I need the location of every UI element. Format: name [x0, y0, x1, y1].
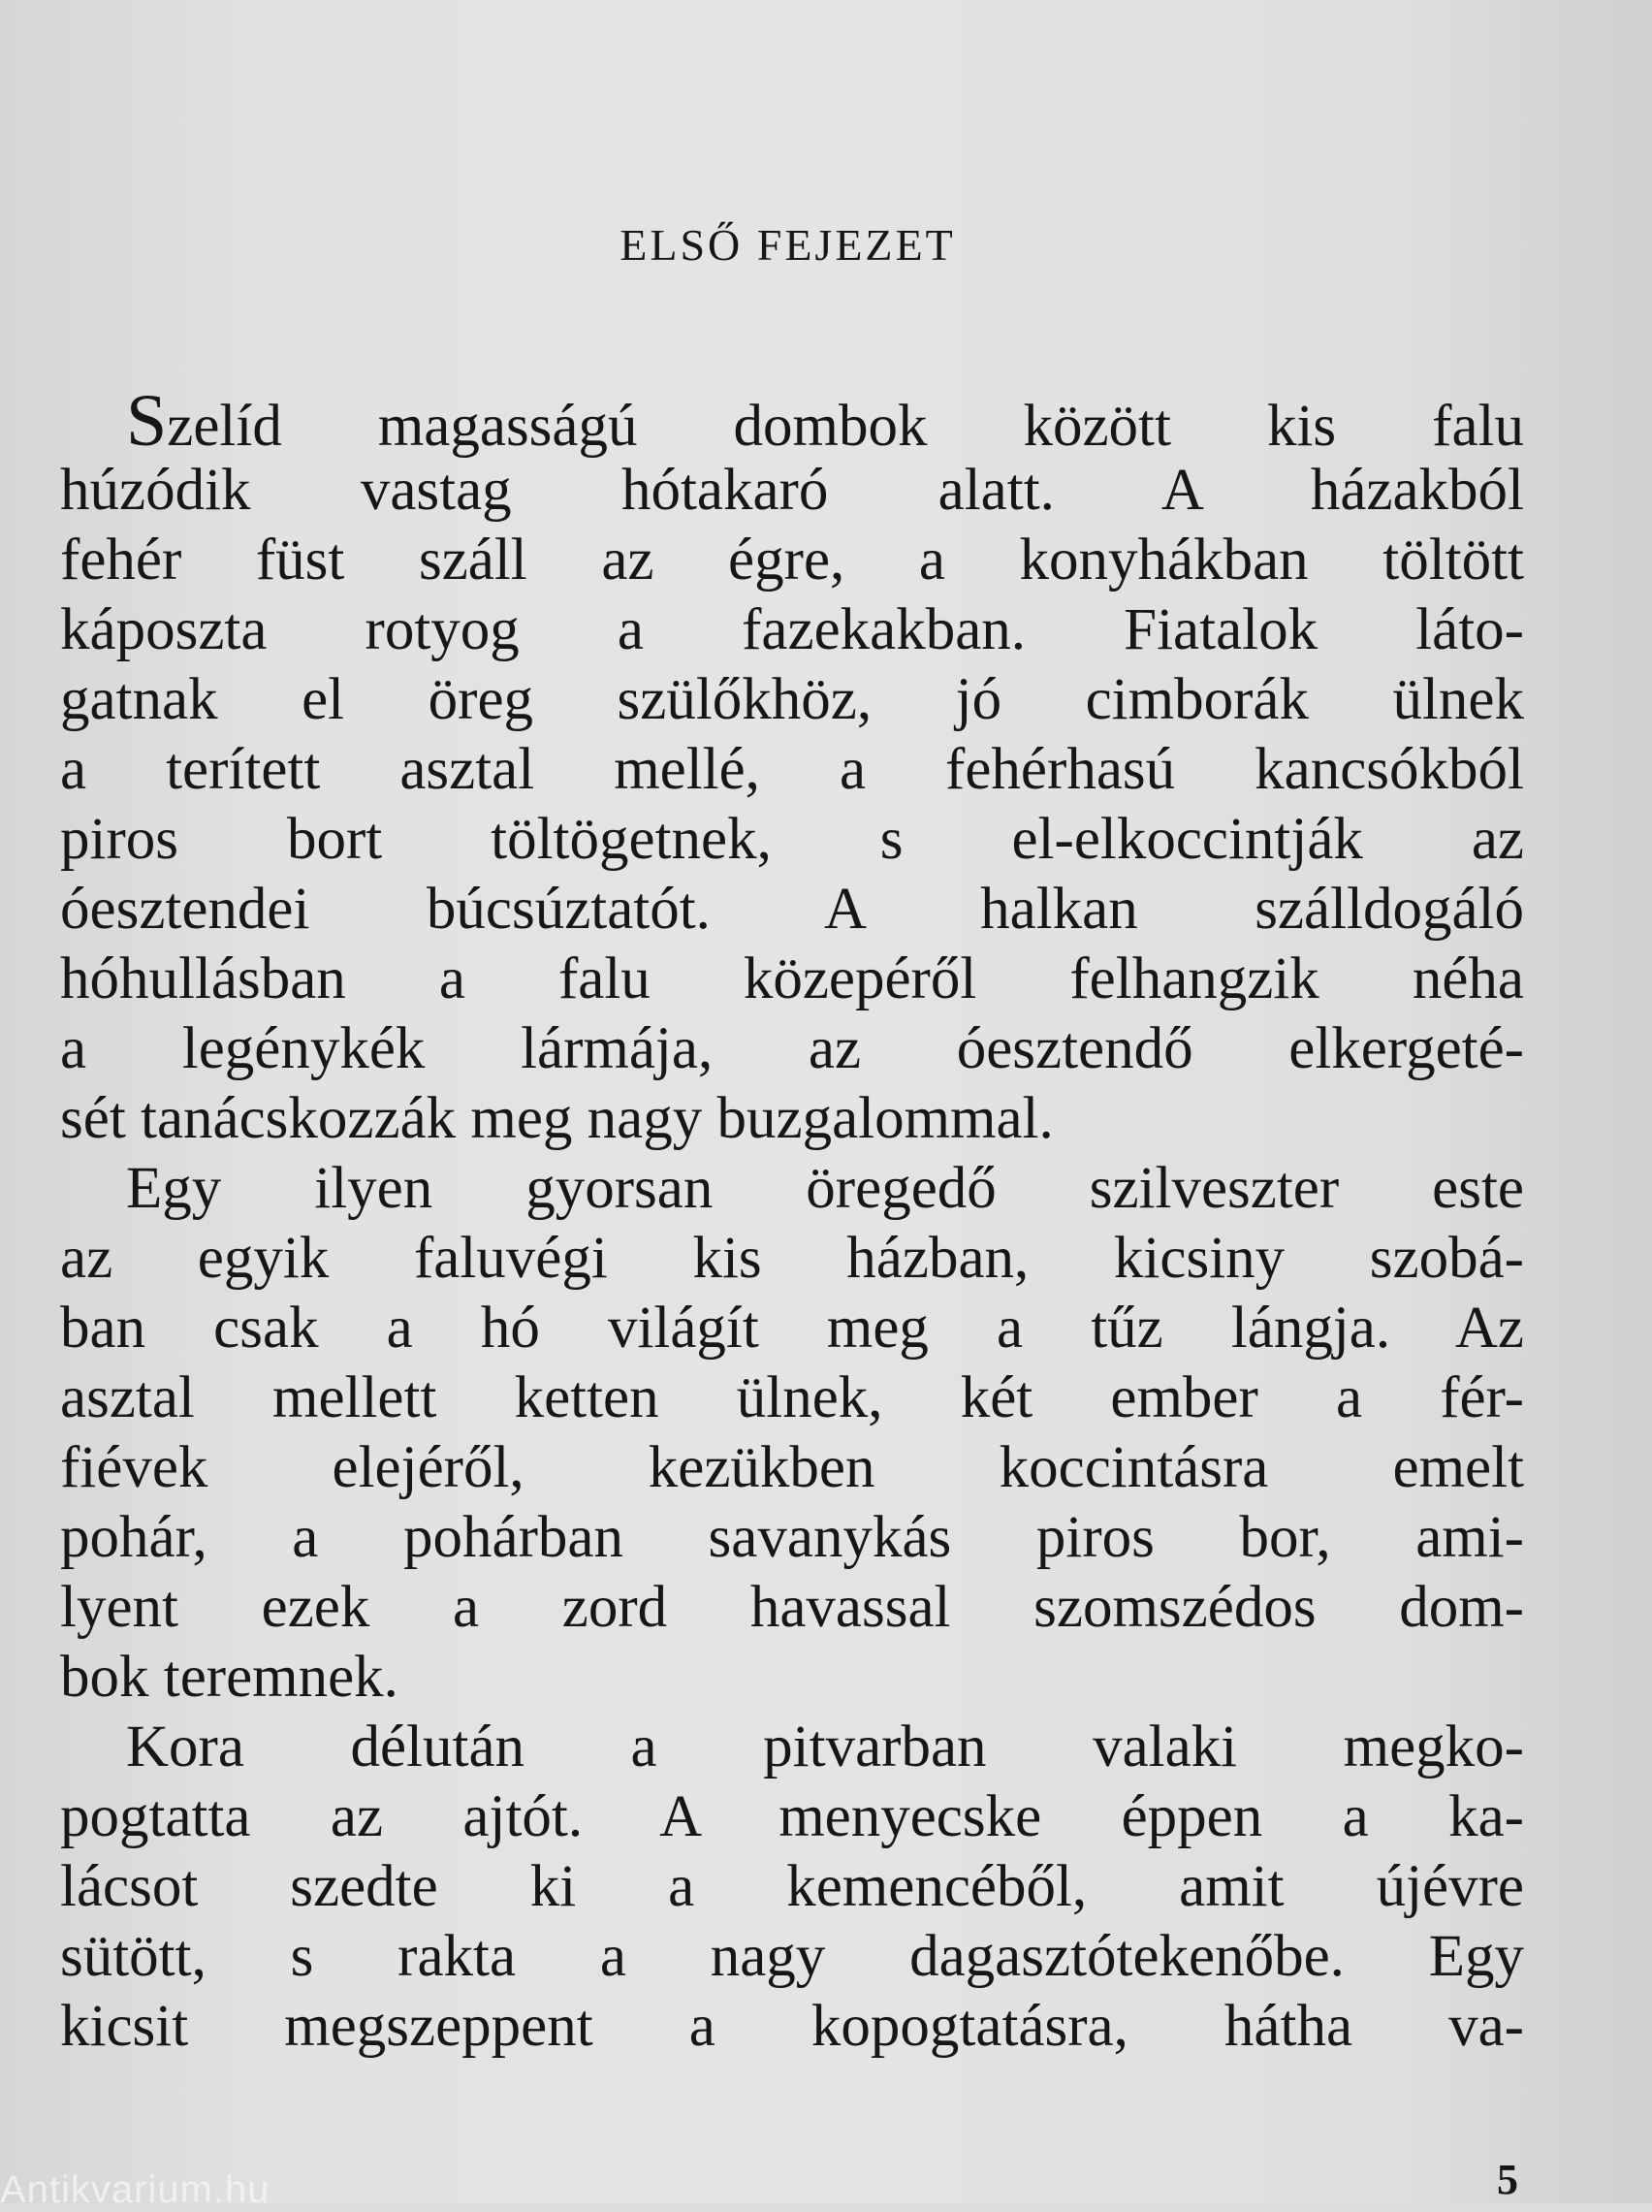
text-line: hóhullásban a falu közepéről felhangzik néha	[60, 946, 1524, 1011]
text-line: Kora délután a pitvarban valaki megko-	[126, 1715, 1524, 1779]
body-text	[60, 380, 1524, 2062]
drop-cap: S	[126, 380, 168, 462]
text-line: a terített asztal mellé, a fehérhasú kancsókból	[60, 737, 1524, 802]
text-line: bok teremnek.	[60, 1645, 398, 1710]
text-line: a legénykék lármája, az óesztendő elkergeté-	[60, 1016, 1524, 1081]
text-line	[60, 380, 1524, 462]
text-line: pogtatta az ajtót. A menyecske éppen a ka-	[60, 1784, 1524, 1849]
chapter-title: ELSŐ FEJEZET	[620, 220, 956, 270]
text-line-content: zelíd magasságú dombok között kis falu	[167, 394, 1524, 459]
text-line: piros bort töltögetnek, s el-elkoccintják az	[60, 807, 1524, 872]
text-line: húzódik vastag hótakaró alatt. A házakból	[60, 458, 1524, 523]
text-line: ban csak a hó világít meg a tűz lángja. Az	[60, 1296, 1524, 1361]
page-number: 5	[1497, 2156, 1518, 2203]
text-line: az egyik faluvégi kis házban, kicsiny szobá-	[60, 1226, 1524, 1291]
text-line: lácsot szedte ki a kemencéből, amit újévre	[60, 1854, 1524, 1919]
text-line: gatnak el öreg szülőkhöz, jó cimborák ülnek	[60, 667, 1524, 732]
text-line: asztal mellett ketten ülnek, két ember a fér-	[60, 1365, 1524, 1430]
text-line: óesztendei búcsúztatót. A halkan szálldogáló	[60, 877, 1524, 942]
watermark: Antikvarium.hu	[0, 2168, 270, 2211]
text-line: sütött, s rakta a nagy dagasztótekenőbe. Egy	[60, 1924, 1524, 1989]
text-line: fehér füst száll az égre, a konyhákban töltött	[60, 528, 1524, 593]
text-line: káposzta rotyog a fazekakban. Fiatalok láto-	[60, 597, 1524, 662]
text-line: fiévek elejéről, kezükben koccintásra emelt	[60, 1435, 1524, 1500]
text-line: pohár, a pohárban savanykás piros bor, ami-	[60, 1505, 1524, 1570]
text-line: sét tanácskozzák meg nagy buzgalommal.	[60, 1086, 1054, 1151]
text-line: lyent ezek a zord havassal szomszédos dom-	[60, 1575, 1524, 1640]
text-line: Egy ilyen gyorsan öregedő szilveszter este	[126, 1156, 1524, 1221]
text-line: kicsit megszeppent a kopogtatásra, hátha va-	[60, 1994, 1524, 2059]
